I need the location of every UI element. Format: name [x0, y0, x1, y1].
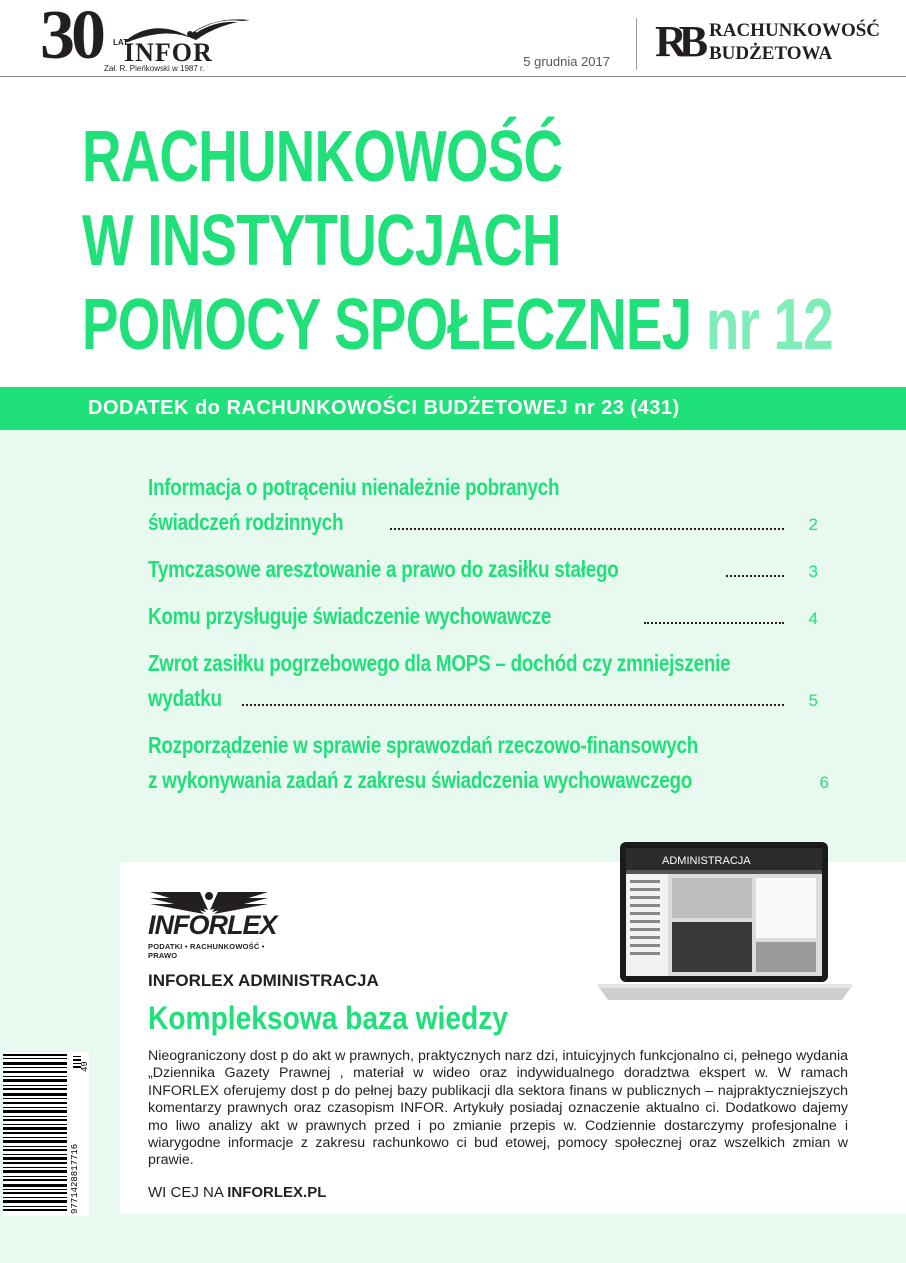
- header-divider: [636, 18, 637, 70]
- toc-item-line: Komu przysługuje świadczenie wychowawcze: [148, 603, 552, 629]
- inforlex-subtitle: PODATKI • RACHUNKOWOŚĆ • PRAWO: [148, 942, 265, 960]
- toc-item-line: Rozporządzenie w sprawie sprawozdań rzeczowo-finansowych: [148, 732, 699, 758]
- toc-page: 5: [808, 691, 818, 710]
- cover-title: [82, 115, 833, 367]
- barcode-addon: 49: [80, 1061, 89, 1072]
- publisher-name: INFOR: [124, 38, 213, 67]
- rb-mark: RB: [655, 17, 701, 66]
- laptop-illustration: [598, 840, 852, 1006]
- toc-leader: [644, 621, 784, 624]
- header-rule: [0, 76, 906, 77]
- laptop-screen-title: ADMINISTRACJA: [662, 855, 751, 867]
- toc-item-line: z wykonywania zadań z zakresu świadczenia wychowawczego: [148, 767, 693, 793]
- badge-number: 30: [40, 0, 102, 74]
- promo-tagline: Kompleksowa baza wiedzy: [148, 1000, 508, 1036]
- toc-page: 2: [808, 515, 818, 534]
- table-of-contents: [148, 474, 829, 814]
- publisher-since: Zał. R. Pieńkowski w 1987 r.: [104, 64, 205, 73]
- badge-lat: LAT: [113, 38, 128, 47]
- title-line3: POMOCY SPOŁECZNEJ: [82, 285, 692, 365]
- supplement-label: DODATEK do RACHUNKOWOŚCI BUDŻETOWEJ nr 23 (431): [88, 397, 680, 419]
- promo-link-prefix: WI CEJ NA: [148, 1184, 228, 1201]
- title-line1: RACHUNKOWOŚĆ: [82, 117, 563, 197]
- infor-30-logo: [40, 0, 240, 76]
- toc-leader: [242, 703, 784, 706]
- promo-link[interactable]: [148, 1184, 326, 1201]
- toc-item-line: Zwrot zasiłku pogrzebowego dla MOPS – dochód czy zmniejszenie: [148, 650, 731, 676]
- rachunkowosc-budzetowa-logo: [655, 16, 881, 76]
- toc-item[interactable]: [148, 556, 818, 591]
- toc-page: 6: [819, 773, 829, 792]
- magazine-line2: BUDŻETOWA: [709, 43, 833, 64]
- issue-date: 5 grudnia 2017: [523, 54, 610, 69]
- toc-item[interactable]: [148, 603, 818, 638]
- promo-heading: INFORLEX ADMINISTRACJA: [148, 971, 379, 990]
- promo-body: Nieograniczony dost p do akt w prawnych, praktycznych narz dzi, intuicyjnych funkcjonalno ci, pełnego wydania „Dziennika Gazety Prawnej , materiał w wideo oraz indywidualnego doradztwa ekspert w. W ramach INFORLEX oferujemy dost p do pełnej bazy publikacji dla sektora finans w publicznych – najpraktyczniejszych komentarzy prawnych oraz czasopism INFOR. Artykuły posiadaj oznaczenie aktualno ci. Dodatkowo dajemy mo liwo analizy akt w prawnych przed i po zmianie przepis w. Codziennie dostarczymy profesjonalne i wiarygodne informacje z zakresu rachunkowo ci bud etowej, pomocy społecznej oraz wszelkich zmian w prawie.: [148, 1048, 848, 1169]
- barcode-number: 9771428817716: [70, 1143, 80, 1214]
- promo-link-url[interactable]: INFORLEX.PL: [227, 1184, 327, 1201]
- supplement-band: [0, 387, 906, 430]
- toc-item-line: świadczeń rodzinnych: [148, 509, 344, 535]
- toc-leader: [726, 574, 784, 577]
- toc-item[interactable]: [148, 474, 818, 544]
- issue-number: nr 12: [705, 285, 833, 365]
- toc-item-line: Informacja o potrąceniu nienależnie pobranych: [148, 474, 560, 500]
- toc-page: 3: [808, 562, 818, 581]
- toc-item[interactable]: [148, 732, 829, 802]
- title-line2: W INSTYTUCJACH: [82, 201, 561, 281]
- inforlex-logo: [148, 888, 278, 960]
- toc-item-line: Tymczasowe aresztowanie a prawo do zasiłku stałego: [148, 556, 619, 582]
- toc-page: 4: [808, 609, 818, 628]
- barcode: [3, 1052, 89, 1216]
- magazine-line1: RACHUNKOWOŚĆ: [709, 20, 881, 41]
- toc-leader: [390, 527, 784, 530]
- toc-item[interactable]: [148, 650, 818, 720]
- inforlex-wordmark: INFORLEX: [148, 910, 277, 940]
- toc-item-line: wydatku: [148, 685, 222, 711]
